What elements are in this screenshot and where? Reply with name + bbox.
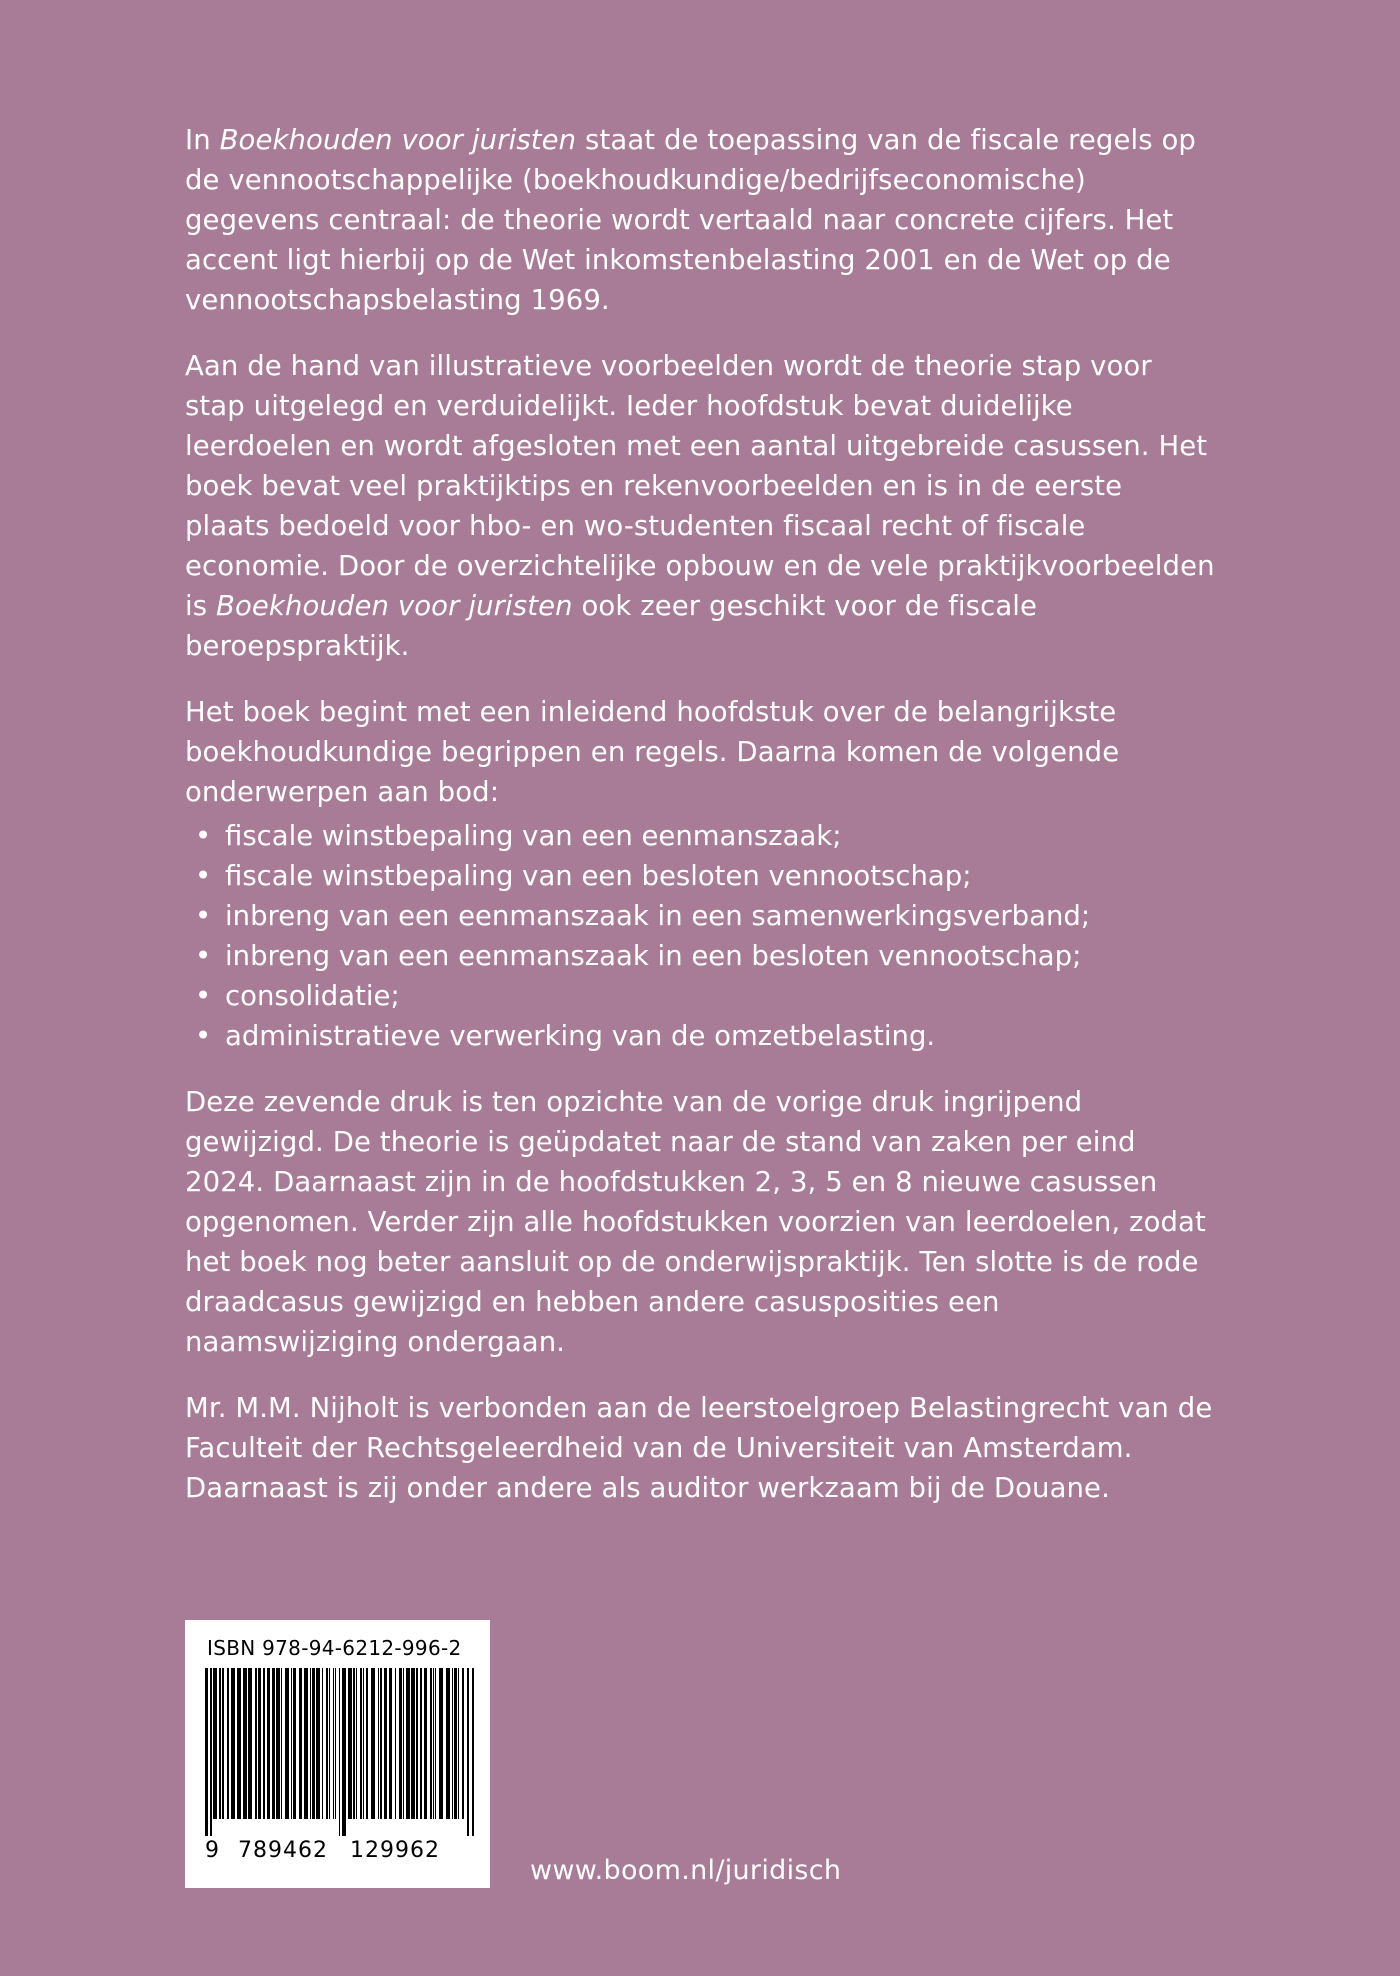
topics-intro-text: Het boek begint met een inleidend hoofdstuk over de belangrijkste boekhoudkundige begrippen en regels. Daarna komen de volgende onderwerpen aan bod: bbox=[185, 696, 1120, 808]
book-title-italic-2: Boekhouden voor juristen bbox=[216, 590, 573, 622]
paragraph-edition: Deze zevende druk is ten opzichte van de vorige druk ingrijpend gewijzigd. De theorie is geüpdatet naar de stand van zaken per eind 2024. Daarnaast zijn in de hoofdstukken 2, 3, 5 en 8 nieuwe casussen opgenomen. Verder zijn alle hoofdstukken voorzien van leerdoelen, zodat het boek nog beter aansluit op de onderwijspraktijk. Ten slotte is de rode draadcasus gewijzigd en hebben andere casusposities een naamswijziging ondergaan. bbox=[185, 1086, 1206, 1358]
bullet-icon: • bbox=[195, 1020, 212, 1052]
list-item-label: administratieve verwerking van de omzetbelasting. bbox=[225, 1020, 936, 1052]
list-item-label: consolidatie; bbox=[225, 980, 400, 1012]
bullet-icon: • bbox=[195, 860, 212, 892]
list-item-label: fiscale winstbepaling van een besloten vennootschap; bbox=[225, 860, 972, 892]
intro-text-part-1: In bbox=[185, 124, 220, 156]
paragraph-author: Mr. M.M. Nijholt is verbonden aan de leerstoelgroep Belastingrecht van de Faculteit der Rechtsgeleerdheid van de Universiteit van Amsterdam. Daarnaast is zij onder andere als auditor werkzaam bij de Douane. bbox=[185, 1392, 1213, 1504]
paragraph-intro bbox=[185, 120, 1215, 320]
book-title-italic-1: Boekhouden voor juristen bbox=[219, 124, 577, 156]
list-item-label: fiscale winstbepaling van een eenmanszaak; bbox=[225, 820, 842, 852]
list-item bbox=[185, 976, 1215, 1016]
list-item bbox=[185, 936, 1215, 976]
bullet-icon: • bbox=[195, 940, 212, 972]
list-item bbox=[185, 856, 1215, 896]
bullet-icon: • bbox=[195, 980, 212, 1012]
isbn-label: ISBN 978-94-6212-996-2 bbox=[207, 1636, 462, 1660]
topics-list bbox=[185, 816, 1215, 1056]
list-item bbox=[185, 1016, 1215, 1056]
list-item-label: inbreng van een eenmanszaak in een besloten vennootschap; bbox=[225, 940, 1082, 972]
barcode-digit-left: 9 bbox=[205, 1838, 220, 1863]
publisher-website: www.boom.nl/juridisch bbox=[530, 1855, 842, 1886]
barcode-bars bbox=[205, 1668, 478, 1836]
barcode-digits bbox=[205, 1838, 474, 1863]
intro-text-part-2: staat de toepassing van de fiscale regels op de vennootschappelijke (boekhoudkundige/bedrijfseconomische) gegevens centraal: de theorie wordt vertaald naar concrete cijfers. Het accent ligt hierbij op de Wet inkomstenbelasting 2001 en de Wet op de vennootschapsbelasting 1969. bbox=[185, 124, 1196, 316]
barcode-digit-right: 129962 bbox=[350, 1838, 440, 1863]
barcode-panel bbox=[185, 1620, 490, 1888]
bullet-icon: • bbox=[195, 900, 212, 932]
barcode-digit-middle: 789462 bbox=[238, 1838, 328, 1863]
examples-text-part-2: ook zeer geschikt voor de fiscale beroepspraktijk. bbox=[185, 590, 1038, 662]
paragraph-examples bbox=[185, 346, 1215, 666]
examples-text-part-1: Aan de hand van illustratieve voorbeelden wordt de theorie stap voor stap uitgelegd en verduidelijkt. Ieder hoofdstuk bevat duidelijke leerdoelen en wordt afgesloten met een aantal uitgebreide casussen. Het boek bevat veel praktijktips en rekenvoorbeelden en is in de eerste plaats bedoeld voor hbo- en wo-studenten fiscaal recht of fiscale economie. Door de overzichtelijke opbouw en de vele praktijkvoorbeelden is bbox=[185, 350, 1215, 622]
paragraph-topics-intro bbox=[185, 692, 1215, 812]
bullet-icon: • bbox=[195, 820, 212, 852]
list-item-label: inbreng van een eenmanszaak in een samenwerkingsverband; bbox=[225, 900, 1091, 932]
back-cover-text-block bbox=[185, 120, 1215, 1534]
list-item bbox=[185, 896, 1215, 936]
list-item bbox=[185, 816, 1215, 856]
